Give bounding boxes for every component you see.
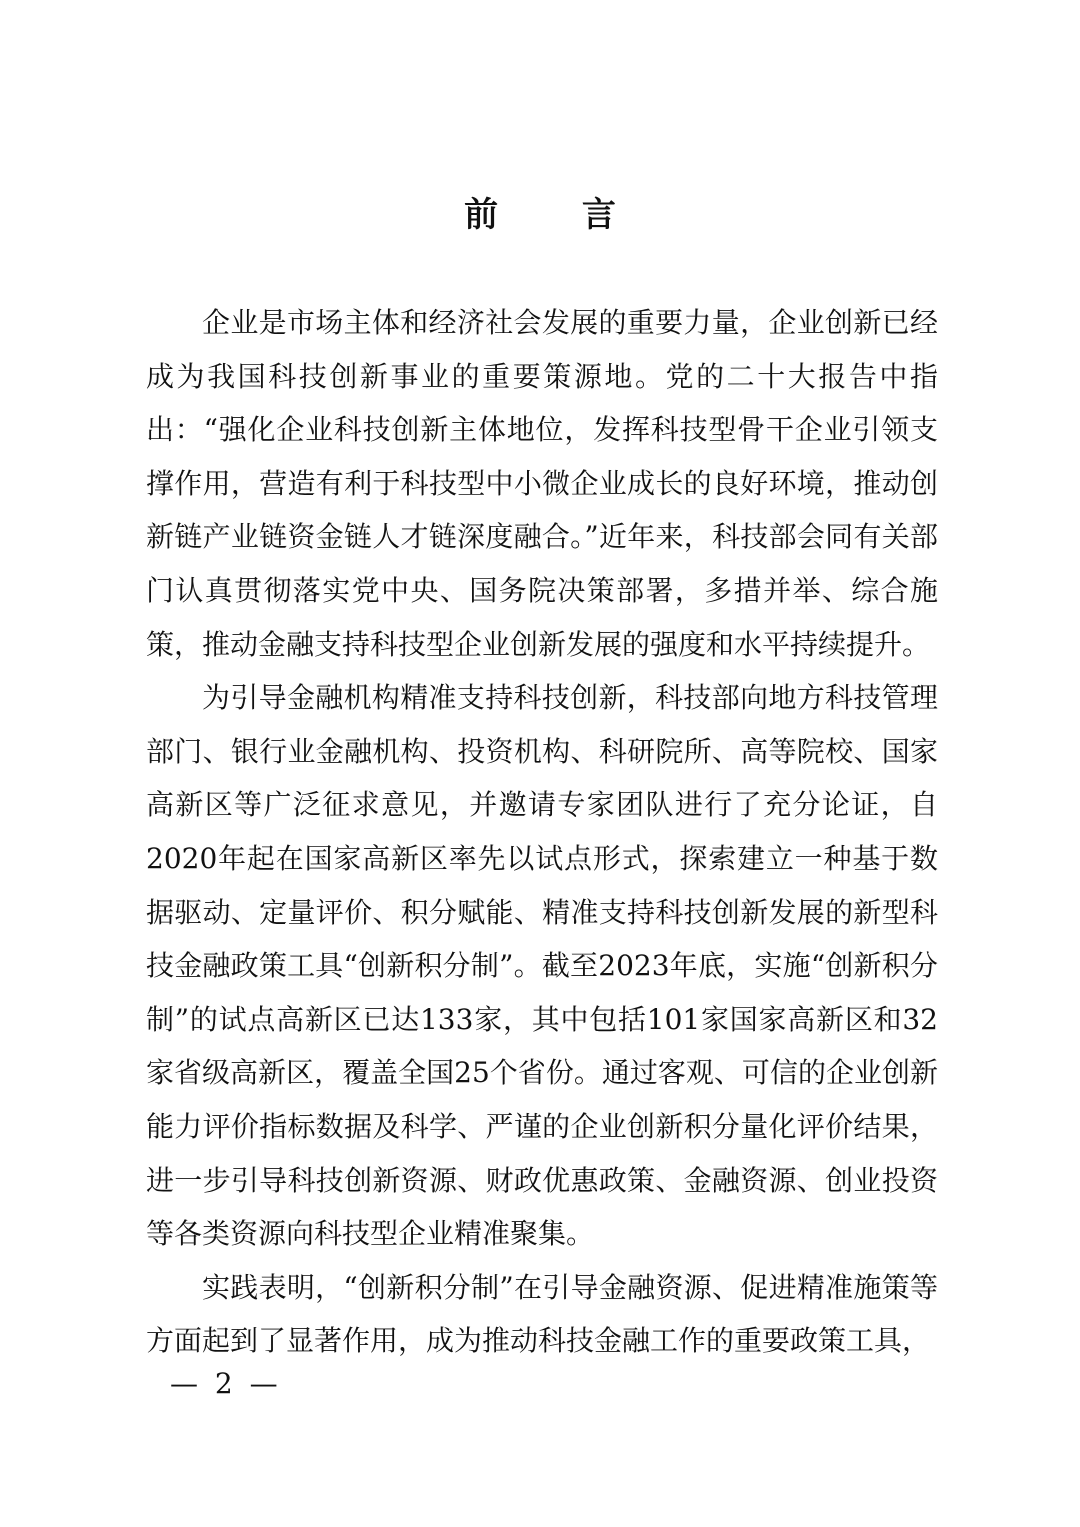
paragraph-1: 企业是市场主体和经济社会发展的重要力量，企业创新已经成为我国科技创新事业的重要策源地。党的二十大报告中指出：“强化企业科技创新主体地位，发挥科技型骨干企业引领支撑作用，营造有利于科技型中小微企业成长的良好环境，推动创新链产业链资金链人才链深度融合。”近年来，科技部会同有关部门认真贯彻落实党中央、国务院决策部署，多措并举、综合施策，推动金融支持科技型企业创新发展的强度和水平持续提升。 [146, 306, 938, 661]
page-number: — 2 — [170, 1367, 282, 1400]
paragraph-2: 为引导金融机构精准支持科技创新，科技部向地方科技管理部门、银行业金融机构、投资机构、科研院所、高等院校、国家高新区等广泛征求意见，并邀请专家团队进行了充分论证，自2020年起在国家高新区率先以试点形式，探索建立一种基于数据驱动、定量评价、积分赋能、精准支持科技创新发展的新型科技金融政策工具“创新积分制”。截至2023年底，实施“创新积分制”的试点高新区已达133家，其中包括101家国家高新区和32家省级高新区，覆盖全国25个省份。通过客观、可信的企业创新能力评价指标数据及科学、严谨的企业创新积分量化评价结果，进一步引导科技创新资源、财政优惠政策、金融资源、创业投资等各类资源向科技型企业精准聚集。 [146, 681, 938, 1251]
body-text [146, 296, 938, 1368]
page-title: 前 言 [464, 195, 652, 235]
paragraph-3: 实践表明，“创新积分制”在引导金融资源、促进精准施策等方面起到了显著作用，成为推动科技金融工作的重要政策工具， [146, 1270, 938, 1358]
